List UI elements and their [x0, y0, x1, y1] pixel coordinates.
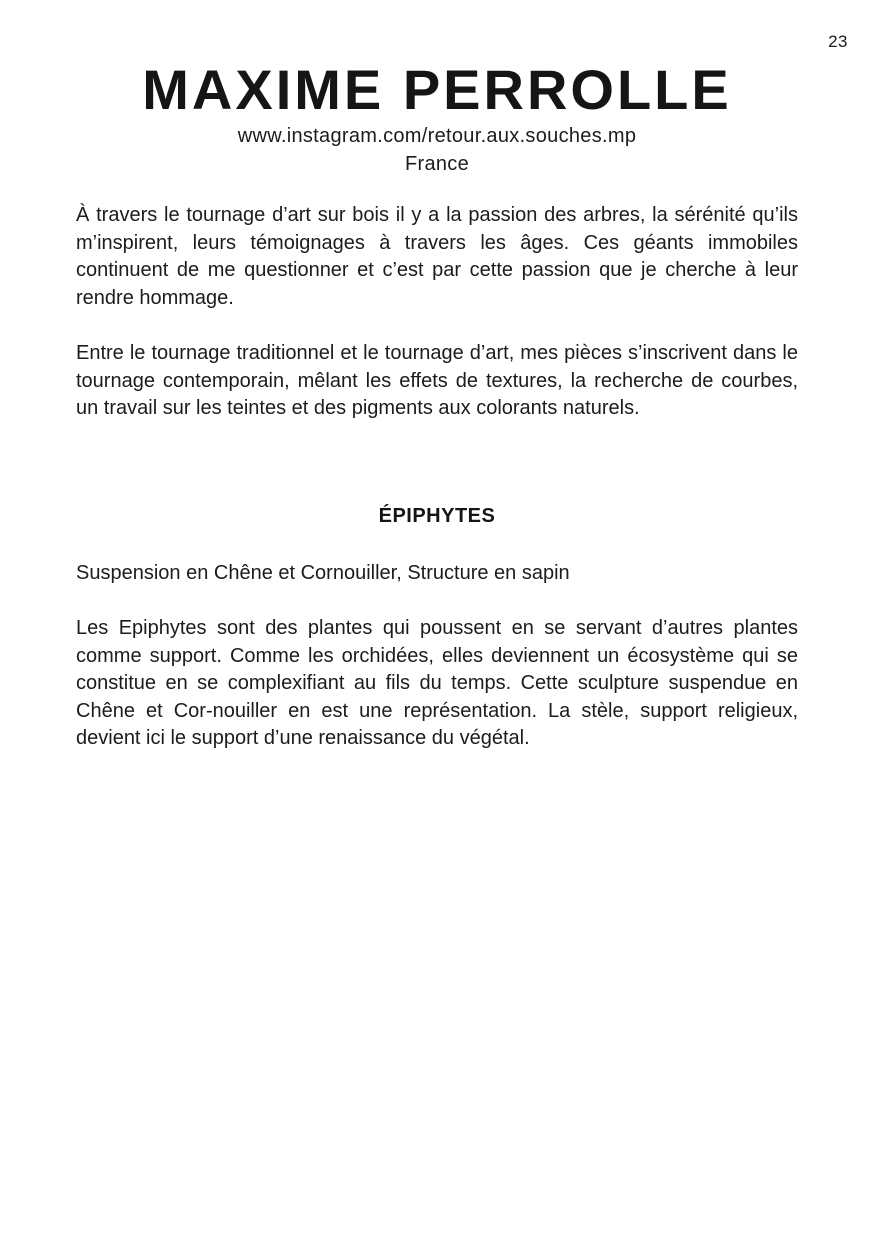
artist-header	[0, 58, 874, 178]
artwork-materials: Suspension en Chêne et Cornouiller, Structure en sapin	[76, 562, 570, 584]
artwork-description: Les Epiphytes sont des plantes qui poussent en se servant d’autres plantes comme support. Comme les orchidées, elles deviennent un écosystème qui se constitue en se complexifiant au fils du temps. Cette sculpture suspendue en Chêne et Cor-nouiller en est une représentation. La stèle, support religieux, devient ici le support d’une renaissance du végétal.	[76, 617, 798, 749]
intro-paragraph-1: À travers le tournage d’art sur bois il y a la passion des arbres, la sérénité qu’ils m’inspirent, leurs témoignages à travers les âges. Ces géants immobiles continuent de me questionner et c’est par cette passion que je cherche à leur rendre hommage.	[76, 204, 798, 309]
intro-paragraph-2: Entre le tournage traditionnel et le tournage d’art, mes pièces s’inscrivent dans le tournage contemporain, mêlant les effets de textures, la recherche de courbes, un travail sur les teintes et des pigments aux colorants naturels.	[76, 342, 798, 419]
artwork-title: ÉPIPHYTES	[378, 505, 496, 527]
artist-country: France	[404, 153, 470, 175]
artist-website: www.instagram.com/retour.aux.souches.mp	[237, 125, 637, 147]
intro-paragraph-1-block	[76, 202, 798, 312]
artist-name: MAXIME PERROLLE	[142, 58, 732, 121]
artwork-description-block	[76, 615, 798, 753]
page-number: 23	[828, 32, 848, 51]
intro-paragraph-2-block	[76, 340, 798, 423]
artwork-materials-block	[76, 560, 798, 588]
